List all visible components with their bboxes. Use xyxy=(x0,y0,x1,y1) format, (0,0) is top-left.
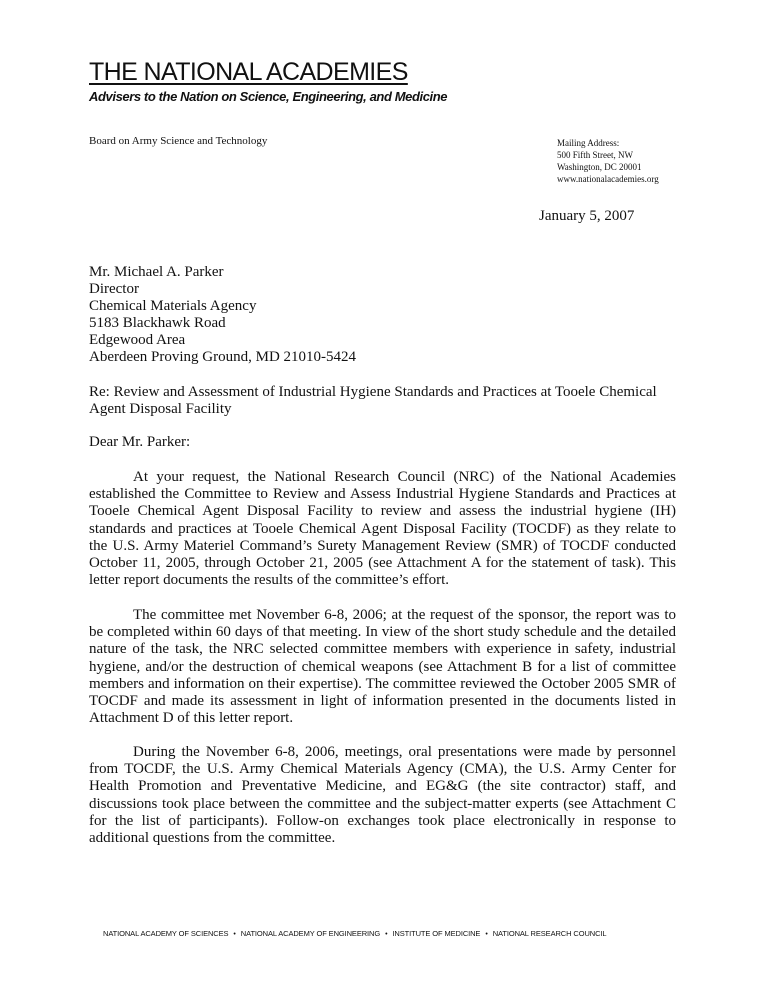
letterhead-tagline: Advisers to the Nation on Science, Engineering, and Medicine xyxy=(89,89,448,104)
mailing-address-city: Washington, DC 20001 xyxy=(557,162,642,172)
addressee-line: Aberdeen Proving Ground, MD 21010-5424 xyxy=(89,349,357,365)
footer-separator-icon: • xyxy=(233,931,236,938)
addressee-line: Director xyxy=(89,281,139,297)
body-paragraph: During the November 6-8, 2006, meetings, oral presentations were made by personnel from TOCDF, the U.S. Army Chemical Materials Agency (CMA), the U.S. Army Center for Health Promotion and Preventative Medicine, and EG&G (the site contractor) staff, and discussions took place between the committee and the subject-matter experts (see Attachment C for the list of participants). Follow-on exchanges took place electronically in response to additional questions from the committee. xyxy=(89,744,676,847)
footer-separator-icon: • xyxy=(485,931,488,938)
letterhead-title: THE NATIONAL ACADEMIES xyxy=(89,58,408,86)
addressee-line: Edgewood Area xyxy=(89,332,186,348)
footer-org: NATIONAL ACADEMY OF SCIENCES xyxy=(103,929,229,938)
addressee-block xyxy=(89,264,356,366)
footer-org: INSTITUTE OF MEDICINE xyxy=(392,929,481,938)
body-paragraph: The committee met November 6-8, 2006; at the request of the sponsor, the report was to be completed within 60 days of that meeting. In view of the short study schedule and the detailed nature of the task, the NRC selected committee members with experience in safety, industrial hygiene, and/or the destruction of chemical weapons (see Attachment B for a list of committee members and information on their expertise). The committee reviewed the October 2005 SMR of TOCDF and made its assessment in light of information presented in the documents listed in Attachment D of this letter report. xyxy=(89,607,676,727)
subject-line: Re: Review and Assessment of Industrial Hygiene Standards and Practices at Tooele Chemical Agent Disposal Facility xyxy=(89,384,657,417)
footer-org: NATIONAL ACADEMY OF ENGINEERING xyxy=(240,929,381,938)
board-name: Board on Army Science and Technology xyxy=(89,135,268,147)
mailing-address-label: Mailing Address: xyxy=(557,138,620,148)
mailing-address-street: 500 Fifth Street, NW xyxy=(557,150,633,160)
letter-date: January 5, 2007 xyxy=(539,208,635,224)
mailing-address xyxy=(557,137,659,185)
addressee-line: 5183 Blackhawk Road xyxy=(89,315,226,331)
footer-org-list xyxy=(103,929,606,938)
footer-separator-icon: • xyxy=(385,931,388,938)
addressee-line: Mr. Michael A. Parker xyxy=(89,264,224,280)
body-paragraph: At your request, the National Research Council (NRC) of the National Academies established the Committee to Review and Assess Industrial Hygiene Standards and Practices at Tooele Chemical Agent Disposal Facility to review and assess the industrial hygiene (IH) standards and practices at Tooele Chemical Agent Disposal Facility (TOCDF) as they relate to the U.S. Army Materiel Command’s Surety Management Review (SMR) of TOCDF conducted October 11, 2005, through October 21, 2005 (see Attachment A for the statement of task). This letter report documents the results of the committee’s effort. xyxy=(89,469,676,589)
addressee-line: Chemical Materials Agency xyxy=(89,298,257,314)
footer-org: NATIONAL RESEARCH COUNCIL xyxy=(492,929,607,938)
salutation: Dear Mr. Parker: xyxy=(89,434,191,450)
mailing-address-website: www.nationalacademies.org xyxy=(557,174,659,184)
